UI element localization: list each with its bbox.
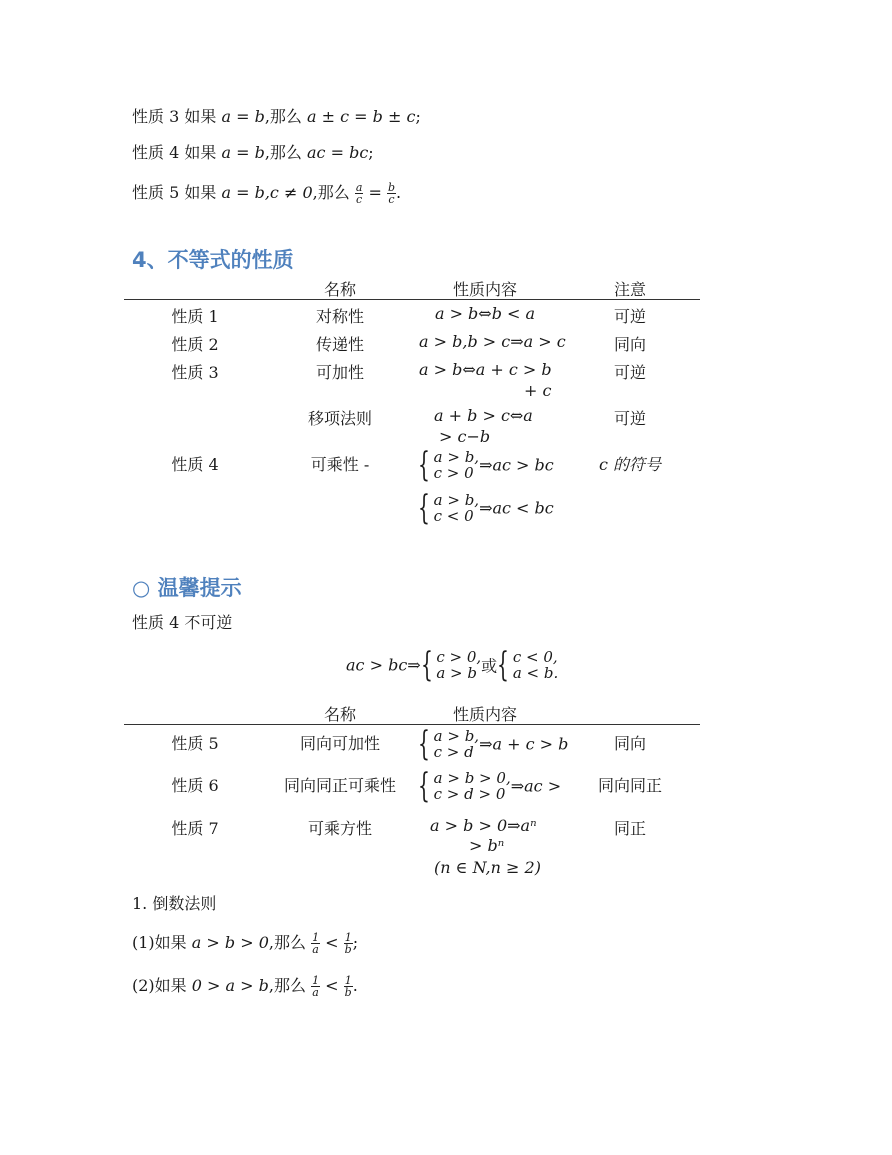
- line: c < 0,: [512, 648, 558, 666]
- table-cell: 同向同正可乘性: [283, 776, 396, 795]
- math: ac > bc⇒: [346, 655, 421, 675]
- table-cell: 移项法则: [307, 409, 372, 428]
- reciprocal-title: 1. 倒数法则: [132, 894, 217, 913]
- label: 性质 5 如果: [132, 183, 217, 202]
- table-cell: 性质 3: [171, 363, 219, 382]
- brace: {: [497, 645, 510, 685]
- fraction: [311, 932, 320, 955]
- table-cell: a > b,b > c⇒a > c: [419, 332, 566, 351]
- table-cell: 可逆: [613, 409, 646, 428]
- text: ,那么: [264, 107, 302, 126]
- brace: {: [418, 724, 430, 764]
- text: ,那么: [264, 143, 302, 162]
- reciprocal-rule-2: [132, 971, 358, 1001]
- table-cell: 同向: [613, 335, 646, 354]
- table-cell: 同向: [613, 734, 646, 753]
- denominator: c: [388, 193, 395, 206]
- tips-formula: [346, 645, 559, 685]
- line: c > 0,: [436, 648, 482, 666]
- system: [513, 649, 558, 681]
- table-cell: 对称性: [315, 307, 364, 326]
- equality-prop-3: [132, 107, 421, 127]
- text: <: [325, 933, 339, 952]
- system: [436, 649, 481, 681]
- brace: {: [418, 766, 430, 806]
- result: ⇒ac >: [510, 776, 562, 796]
- text: .: [396, 183, 402, 202]
- text: ,那么: [268, 976, 306, 995]
- denominator: a: [312, 943, 319, 956]
- table-cell: 可加性: [315, 363, 364, 382]
- numerator: 1: [312, 931, 320, 944]
- text: ;: [352, 933, 359, 952]
- brace: {: [418, 488, 430, 528]
- table-cell: 可逆: [613, 363, 646, 382]
- denominator: a: [312, 986, 319, 999]
- numerator: 1: [344, 974, 352, 987]
- math: a = b: [221, 107, 265, 126]
- table2-rule: [124, 724, 700, 725]
- math: a = b: [221, 143, 265, 162]
- line: a < b.: [512, 664, 559, 682]
- text: (1)如果: [132, 933, 187, 952]
- fraction: [344, 975, 353, 998]
- table-cell: a + b > c⇔a: [434, 406, 533, 425]
- text: <: [325, 976, 339, 995]
- text: =: [368, 183, 382, 202]
- text: .: [352, 976, 358, 995]
- table-cell: [590, 452, 670, 475]
- system: [434, 449, 479, 481]
- table-cell: 性质 2: [171, 335, 219, 354]
- table-cell: a > b⇔a + c > b: [419, 360, 552, 379]
- note: c 的符号: [598, 455, 662, 474]
- numerator: 1: [344, 931, 352, 944]
- result: ⇒ac < bc: [479, 498, 554, 518]
- table-cell: > c−b: [439, 427, 491, 446]
- system: [434, 770, 511, 802]
- system-formula: [418, 766, 562, 806]
- numerator: a: [355, 181, 363, 194]
- table-cell: 同正: [613, 819, 646, 838]
- text: ,那么: [312, 183, 350, 202]
- table-cell: 性质 7: [171, 819, 219, 838]
- table-cell: 传递性: [315, 335, 364, 354]
- system: [434, 492, 479, 524]
- fraction: [311, 975, 320, 998]
- table2-header-name: 名称: [323, 705, 356, 724]
- reciprocal-rule-1: [132, 928, 358, 958]
- fraction: [344, 932, 353, 955]
- equality-prop-4: [132, 143, 374, 163]
- line: a > b > 0,: [433, 769, 511, 787]
- table-cell: 同向可加性: [299, 734, 380, 753]
- table-cell: 性质 5: [171, 734, 219, 753]
- table1-header-content: 性质内容: [452, 280, 517, 299]
- denominator: c: [356, 193, 363, 206]
- equality-prop-5: [132, 178, 401, 208]
- table-cell: 性质 4: [171, 455, 219, 474]
- text: 或: [481, 656, 498, 676]
- table1-rule: [124, 299, 700, 300]
- text: ;: [368, 143, 374, 162]
- table-cell: 同向同正: [597, 776, 662, 795]
- line: a > b,: [433, 491, 480, 509]
- system-formula: [418, 445, 554, 485]
- result: ⇒ac > bc: [479, 455, 554, 475]
- table-cell: + c: [524, 381, 552, 400]
- numerator: b: [387, 181, 396, 194]
- line: c > 0: [433, 464, 474, 482]
- line: c < 0: [433, 507, 474, 525]
- table-cell: 性质 1: [171, 307, 219, 326]
- tips-heading: ○ 温馨提示: [132, 576, 242, 600]
- text: ,那么: [268, 933, 306, 952]
- table-cell: 可乘性 -: [310, 455, 370, 474]
- table-cell: a > b⇔b < a: [434, 304, 536, 323]
- brace: {: [420, 645, 433, 685]
- table-cell: 可乘方性: [307, 819, 372, 838]
- text: (2)如果: [132, 976, 187, 995]
- result: ⇒a + c > b: [479, 734, 569, 754]
- math: a ± c = b ± c: [307, 107, 416, 126]
- label: 性质 3 如果: [132, 107, 217, 126]
- text: ;: [415, 107, 421, 126]
- denominator: b: [344, 943, 352, 956]
- system: [434, 728, 479, 760]
- line: a > b: [436, 664, 477, 682]
- table-cell: 可逆: [613, 307, 646, 326]
- line: a > b,: [433, 727, 480, 745]
- label: 性质 4 如果: [132, 143, 217, 162]
- table-cell: 性质 6: [171, 776, 219, 795]
- section-heading: 4、不等式的性质: [132, 248, 294, 272]
- line: c > d: [433, 743, 474, 761]
- system-formula: [418, 724, 569, 764]
- table-cell: a > b > 0⇒aⁿ: [430, 816, 537, 835]
- numerator: 1: [312, 974, 320, 987]
- table2-header-content: 性质内容: [452, 705, 517, 724]
- math: 0 > a > b: [191, 976, 269, 995]
- tips-text: 性质 4 不可逆: [132, 613, 233, 632]
- table1-header-name: 名称: [323, 280, 356, 299]
- system-formula: [418, 488, 554, 528]
- denominator: b: [344, 986, 352, 999]
- table-cell: (n ∈ N,n ≥ 2): [434, 858, 541, 877]
- math: ac = bc: [307, 143, 369, 162]
- brace: {: [418, 445, 430, 485]
- table-cell: > bⁿ: [469, 836, 505, 855]
- table1-header-note: 注意: [613, 280, 646, 299]
- math: a = b,c ≠ 0: [221, 183, 313, 202]
- fraction: [387, 182, 396, 205]
- line: c > d > 0: [433, 785, 506, 803]
- fraction: [355, 182, 364, 205]
- math: a > b > 0: [191, 933, 269, 952]
- line: a > b,: [433, 448, 480, 466]
